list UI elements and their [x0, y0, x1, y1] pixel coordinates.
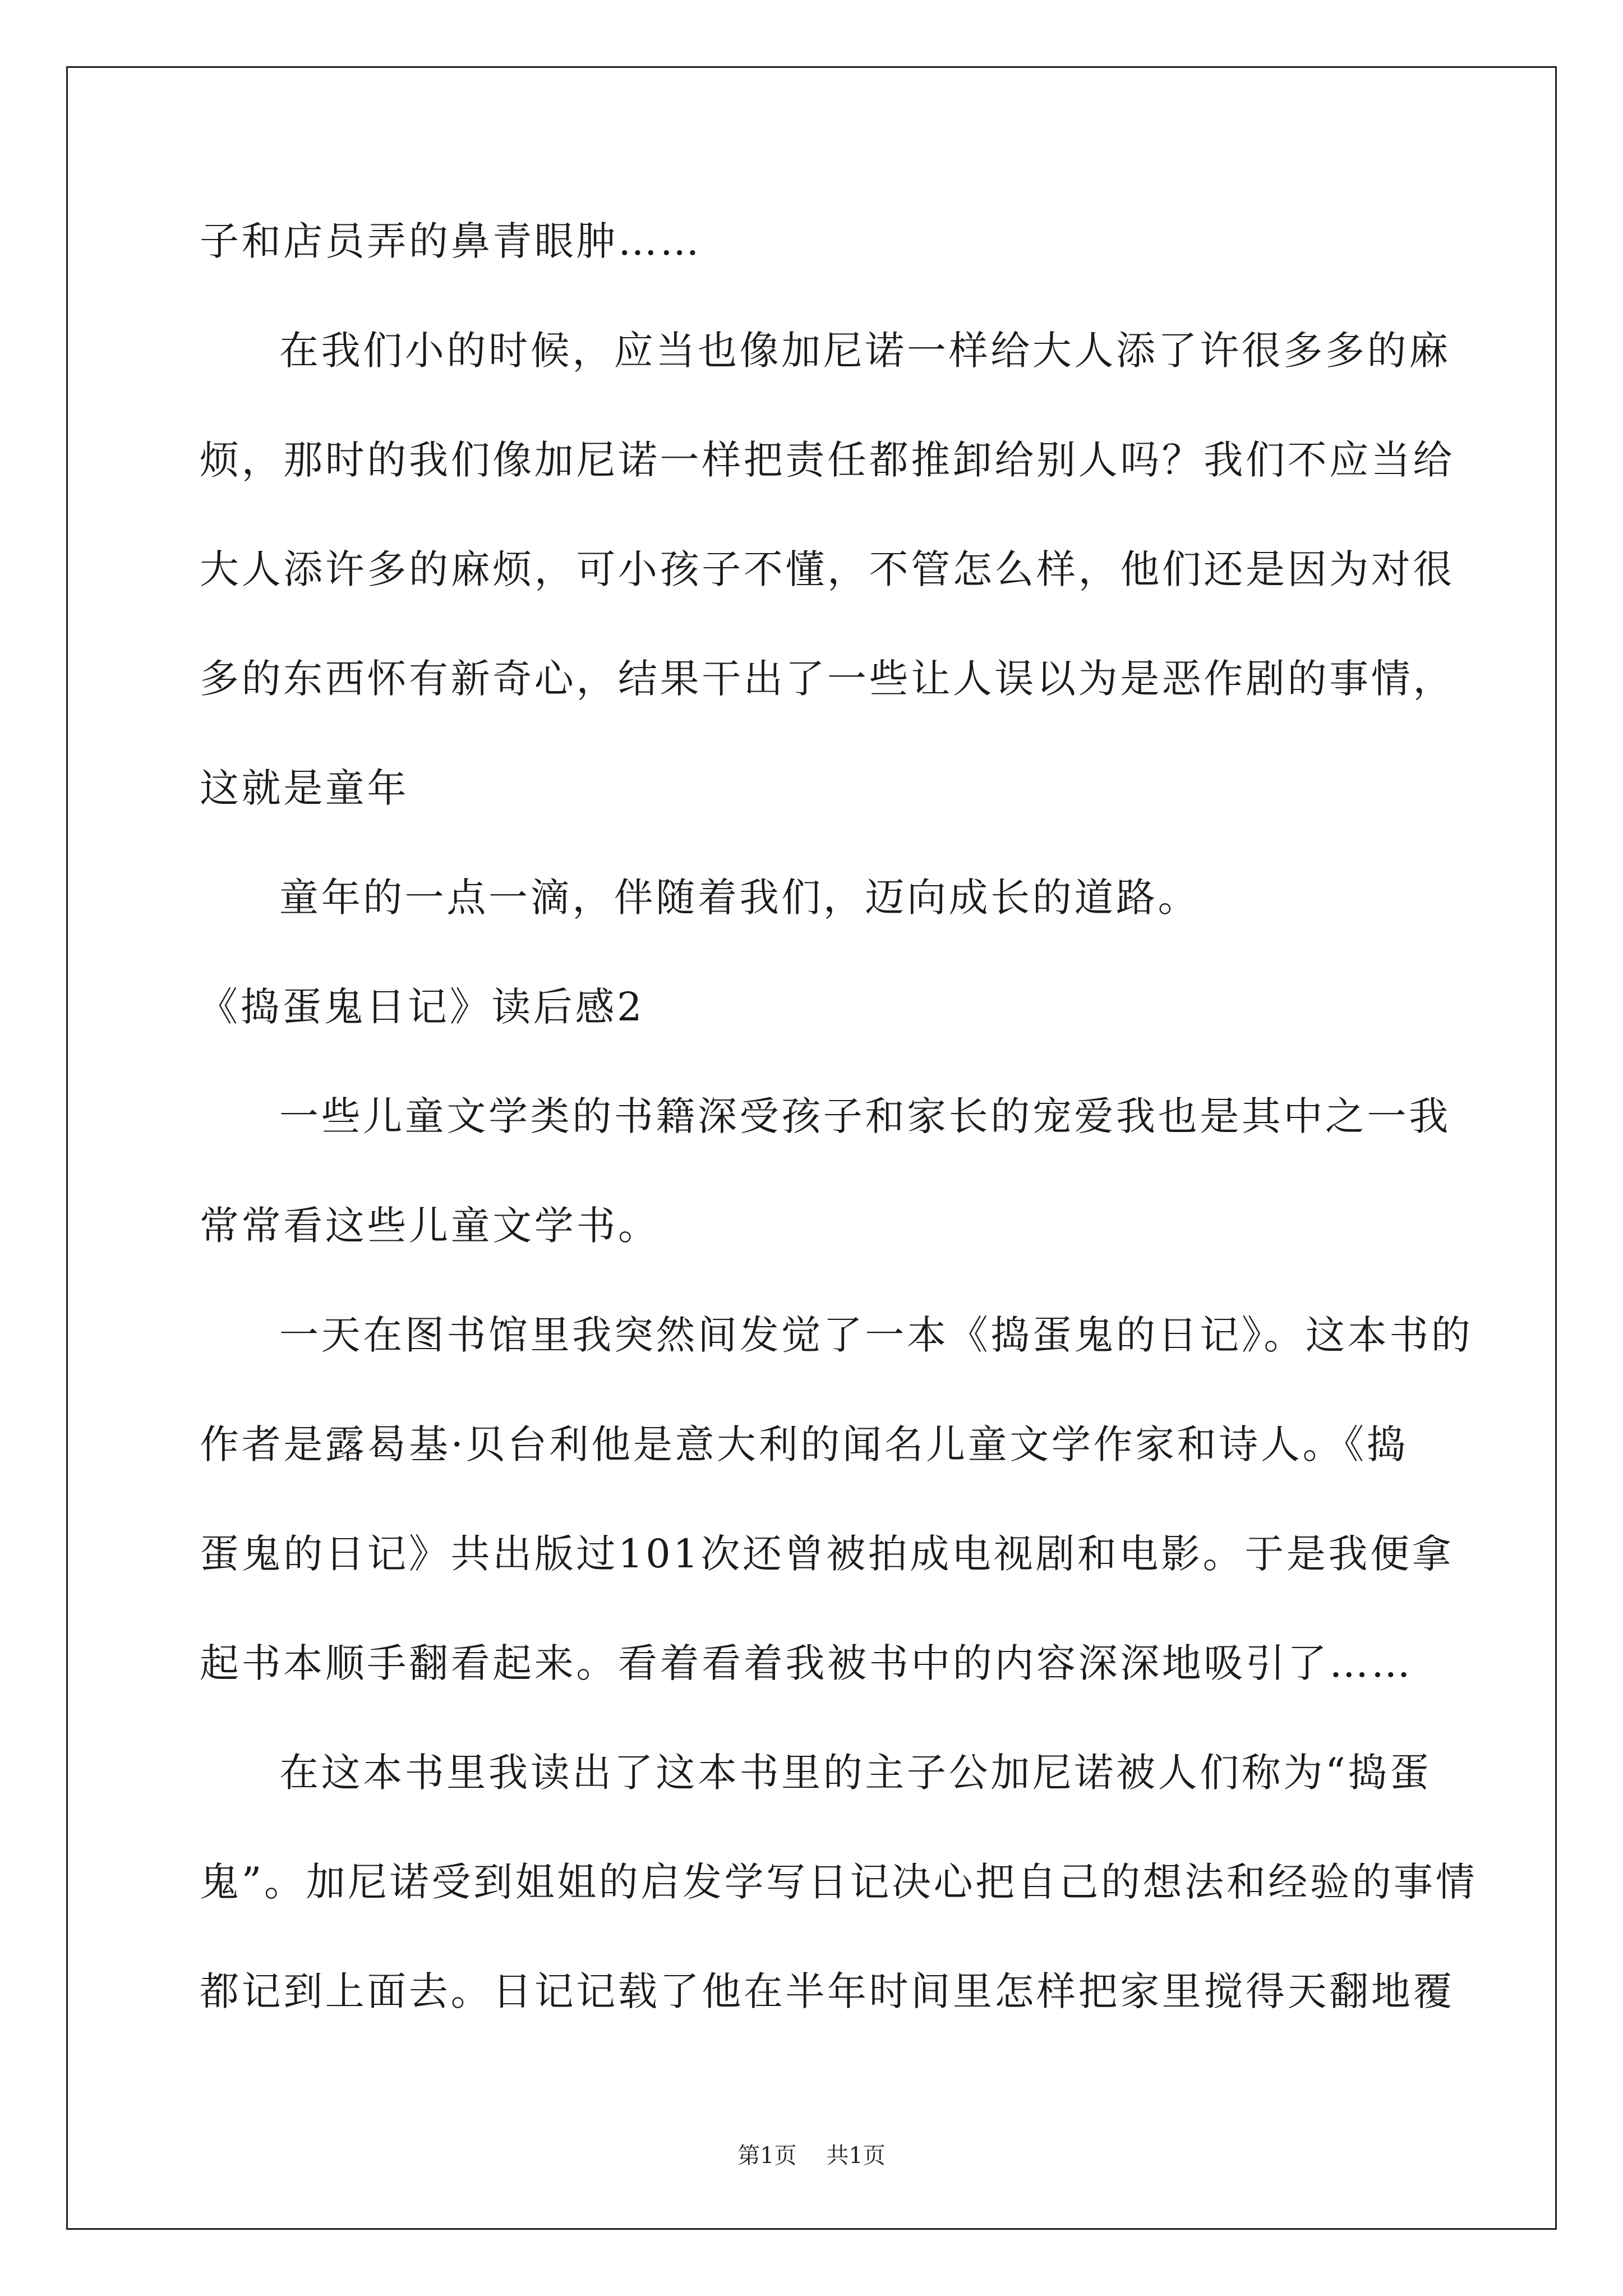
text-line: 起书本顺手翻看起来。看着看着我被书中的内容深深地吸引了…… [200, 1640, 1413, 1686]
text-line: 常常看这些儿童文学书。 [200, 1203, 660, 1249]
text-line: 多的东西怀有新奇心，结果干出了一些让人误以为是恶作剧的事情， [200, 656, 1455, 702]
page-number: 第1页 [737, 2143, 797, 2169]
text-line: 蛋鬼的日记》共出版过101次还曾被拍成电视剧和电影。于是我便拿 [200, 1531, 1454, 1577]
text-line: 作者是露曷基·贝台利他是意大利的闻名儿童文学作家和诗人。《捣 [200, 1421, 1409, 1467]
text-line: 一些儿童文学类的书籍深受孩子和家长的宠爱我也是其中之一我 [279, 1093, 1451, 1139]
page-footer [0, 2142, 1623, 2170]
document-body [199, 213, 1478, 2073]
text-line: 子和店员弄的鼻青眼肿…… [200, 218, 702, 264]
text-line: 鬼”。加尼诺受到姐姐的启发学写日记决心把自己的想法和经验的事情 [200, 1859, 1478, 1905]
section-heading: 《捣蛋鬼日记》读后感2 [199, 984, 645, 1030]
text-line: 都记到上面去。日记记载了他在半年时间里怎样把家里搅得天翻地覆 [200, 1968, 1455, 2014]
text-line: 在我们小的时候，应当也像加尼诺一样给大人添了许很多多的麻 [279, 328, 1451, 374]
text-line: 这就是童年 [200, 765, 409, 811]
text-line: 大人添许多的麻烦，可小孩子不懂，不管怎么样，他们还是因为对很 [200, 546, 1455, 592]
page-total: 共1页 [826, 2143, 886, 2169]
text-line: 烦，那时的我们像加尼诺一样把责任都推卸给别人吗？我们不应当给 [200, 437, 1455, 483]
text-line: 在这本书里我读出了这本书里的主子公加尼诺被人们称为“捣蛋 [279, 1750, 1432, 1796]
text-line: 一天在图书馆里我突然间发觉了一本《捣蛋鬼的日记》。这本书的 [279, 1312, 1473, 1358]
text-line: 童年的一点一滴，伴随着我们，迈向成长的道路。 [279, 875, 1200, 921]
